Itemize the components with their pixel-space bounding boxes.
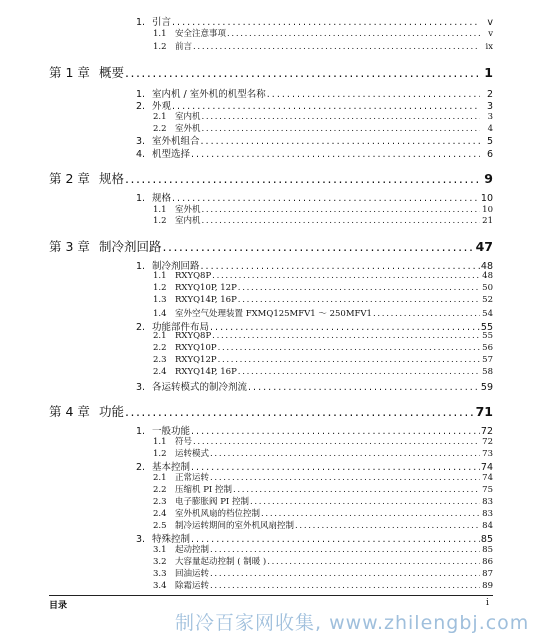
toc-entry-page: 9 xyxy=(484,171,493,186)
toc-entry-number: 1.2 xyxy=(153,449,167,459)
toc-entry-page: 55 xyxy=(482,331,493,341)
toc-entry-number: 1. xyxy=(136,261,146,272)
toc-leader-dots xyxy=(210,449,480,459)
toc-entry-title: 功能部件布局 xyxy=(152,322,210,333)
toc-chapter-entry[interactable] xyxy=(49,237,493,255)
toc-entry-number: 2.2 xyxy=(153,124,167,134)
toc-subsection-entry[interactable] xyxy=(153,567,493,579)
toc-section-entry[interactable] xyxy=(136,190,493,204)
toc-entry-page: 3 xyxy=(486,101,493,112)
toc-entry-title: 回油运转 xyxy=(175,569,210,579)
toc-entry-title: 运转模式 xyxy=(175,449,210,459)
toc-leader-dots xyxy=(212,331,480,341)
footer-page-number: i xyxy=(486,598,489,608)
toc-entry-number: 1. xyxy=(136,89,146,100)
toc-entry-page: v xyxy=(487,17,493,28)
toc-entry-number: 3. xyxy=(136,534,146,545)
toc-entry-title: 概要 xyxy=(99,65,125,80)
toc-leader-dots xyxy=(163,239,475,254)
watermark: 制冷百家网收集, www.zhilengbj.com xyxy=(175,612,530,634)
toc-entry-number: 1.3 xyxy=(153,295,167,305)
toc-leader-dots xyxy=(125,65,480,80)
toc-entry-page: 54 xyxy=(482,309,493,319)
toc-entry-number: 2.1 xyxy=(153,331,167,341)
toc-entry-number: 第 1 章 xyxy=(49,65,90,80)
toc-entry-page: ix xyxy=(485,42,493,52)
toc-subsection-entry[interactable] xyxy=(153,367,493,377)
toc-entry-number: 2.4 xyxy=(153,509,167,519)
toc-leader-dots xyxy=(202,112,480,122)
toc-entry-number: 2.3 xyxy=(153,355,167,365)
toc-entry-title: 制冷剂回路 xyxy=(99,239,162,254)
toc-subsection-entry[interactable] xyxy=(153,519,493,531)
toc-entry-page: 71 xyxy=(475,404,493,419)
toc-entry-page: 55 xyxy=(480,322,493,333)
toc-leader-dots xyxy=(295,521,480,531)
toc-subsection-entry[interactable] xyxy=(153,271,493,281)
toc-entry-page: 59 xyxy=(480,382,493,393)
toc-section-entry[interactable] xyxy=(136,258,493,272)
toc-entry-number: 3.2 xyxy=(153,557,167,567)
toc-subsection-entry[interactable] xyxy=(153,543,493,555)
toc-entry-page: 75 xyxy=(482,485,493,495)
toc-entry-title: 正常运转 xyxy=(175,473,210,483)
toc-subsection-entry[interactable] xyxy=(153,355,493,365)
toc-subsection-entry[interactable] xyxy=(153,507,493,519)
toc-entry-page: 58 xyxy=(482,367,493,377)
toc-entry-title: 室内机 xyxy=(175,216,201,226)
toc-entry-number: 1.1 xyxy=(153,29,167,39)
toc-entry-page: 56 xyxy=(482,343,493,353)
toc-entry-page: 74 xyxy=(480,462,493,473)
toc-entry-page: 4 xyxy=(487,124,493,134)
toc-subsection-entry[interactable] xyxy=(153,483,493,495)
toc-leader-dots xyxy=(373,309,480,319)
toc-entry-page: 21 xyxy=(482,216,493,226)
toc-entry-title: 除霜运转 xyxy=(175,581,210,591)
toc-entry-page: 87 xyxy=(482,569,493,579)
toc-entry-page: 73 xyxy=(482,449,493,459)
toc-leader-dots xyxy=(191,149,480,160)
toc-entry-title: 起动控制 xyxy=(175,545,210,555)
toc-subsection-entry[interactable] xyxy=(153,27,493,39)
toc-leader-dots xyxy=(233,485,480,495)
toc-entry-number: 2. xyxy=(136,101,146,112)
toc-leader-dots xyxy=(212,271,480,281)
toc-entry-number: 2. xyxy=(136,322,146,333)
toc-leader-dots xyxy=(218,343,480,353)
toc-entry-page: 86 xyxy=(482,557,493,567)
toc-entry-number: 3.4 xyxy=(153,581,167,591)
toc-subsection-entry[interactable] xyxy=(153,307,493,319)
toc-subsection-entry[interactable] xyxy=(153,343,493,353)
toc-leader-dots xyxy=(210,581,480,591)
toc-entry-number: 1.4 xyxy=(153,309,167,319)
toc-entry-title: 引言 xyxy=(152,17,172,28)
toc-entry-title: 电子膨胀阀 PI 控制 xyxy=(175,497,249,507)
toc-entry-number: 3.1 xyxy=(153,545,167,555)
toc-leader-dots xyxy=(210,473,480,483)
toc-entry-number: 2. xyxy=(136,462,146,473)
toc-entry-number: 1. xyxy=(136,426,146,437)
toc-entry-title: RXYQ10P, 12P xyxy=(175,283,237,293)
toc-entry-page: 85 xyxy=(482,545,493,555)
toc-entry-page: 72 xyxy=(480,426,493,437)
toc-section-entry[interactable] xyxy=(136,14,493,28)
toc-entry-number: 2.1 xyxy=(153,112,167,122)
toc-entry-title: 安全注意事项 xyxy=(175,29,227,39)
toc-entry-number: 2.3 xyxy=(153,497,167,507)
toc-entry-number: 3. xyxy=(136,136,146,147)
toc-entry-title: RXYQ12P xyxy=(175,355,217,365)
toc-chapter-entry[interactable] xyxy=(49,402,493,420)
toc-entry-page: 89 xyxy=(482,581,493,591)
toc-entry-number: 3. xyxy=(136,382,146,393)
toc-entry-page: 85 xyxy=(480,534,493,545)
toc-subsection-entry[interactable] xyxy=(153,579,493,591)
toc-entry-title: 室外机 xyxy=(175,205,201,215)
toc-entry-page: 83 xyxy=(482,497,493,507)
toc-section-entry[interactable] xyxy=(136,146,493,160)
toc-entry-number: 2.5 xyxy=(153,521,167,531)
toc-entry-title: RXYQ14P, 16P xyxy=(175,295,237,305)
toc-entry-title: 机型选择 xyxy=(152,149,191,160)
toc-entry-number: 2.2 xyxy=(153,485,167,495)
toc-subsection-entry[interactable] xyxy=(153,283,493,293)
toc-entry-page: 72 xyxy=(482,437,493,447)
toc-entry-number: 1.1 xyxy=(153,437,167,447)
toc-entry-number: 2.1 xyxy=(153,473,167,483)
toc-entry-number: 2.4 xyxy=(153,367,167,377)
toc-leader-dots xyxy=(125,404,475,419)
toc-leader-dots xyxy=(227,29,480,39)
toc-section-entry[interactable] xyxy=(136,133,493,147)
toc-entry-title: 功能 xyxy=(99,404,125,419)
toc-leader-dots xyxy=(210,569,480,579)
toc-subsection-entry[interactable] xyxy=(153,214,493,226)
toc-entry-number: 1.1 xyxy=(153,205,167,215)
toc-entry-title: 一般功能 xyxy=(152,426,191,437)
toc-entry-number: 1.1 xyxy=(153,271,167,281)
toc-leader-dots xyxy=(125,171,480,186)
toc-entry-number: 1. xyxy=(136,193,146,204)
toc-entry-title: 制冷运转期间的室外机风扇控制 xyxy=(175,521,295,531)
toc-entry-title: 大容量起动控制 ( 制暖 ) xyxy=(175,557,267,567)
toc-leader-dots xyxy=(238,283,480,293)
toc-entry-number: 2.2 xyxy=(153,343,167,353)
toc-entry-title: 室外机组合 xyxy=(152,136,200,147)
toc-entry-page: 10 xyxy=(482,205,493,215)
toc-leader-dots xyxy=(267,557,480,567)
toc-entry-number: 3.3 xyxy=(153,569,167,579)
toc-chapter-entry[interactable] xyxy=(49,63,493,81)
footer-divider xyxy=(49,595,493,596)
toc-entry-number: 1.2 xyxy=(153,283,167,293)
toc-entry-page: 47 xyxy=(475,239,493,254)
toc-entry-title: 外观 xyxy=(152,101,172,112)
toc-entry-title: RXYQ10P xyxy=(175,343,217,353)
toc-entry-page: 57 xyxy=(482,355,493,365)
toc-leader-dots xyxy=(193,437,480,447)
toc-subsection-entry[interactable] xyxy=(153,495,493,507)
toc-subsection-entry[interactable] xyxy=(153,471,493,483)
toc-entry-page: 2 xyxy=(486,89,493,100)
toc-entry-title: 基本控制 xyxy=(152,462,191,473)
toc-entry-title: 室内机 xyxy=(175,112,201,122)
toc-chapter-entry[interactable] xyxy=(49,169,493,187)
toc-entry-page: 48 xyxy=(480,261,493,272)
toc-entry-title: 室内机 / 室外机的机型名称 xyxy=(152,89,266,100)
toc-entry-page: 48 xyxy=(482,271,493,281)
toc-entry-page: 50 xyxy=(482,283,493,293)
toc-entry-title: 规格 xyxy=(99,171,125,186)
toc-entry-number: 1.2 xyxy=(153,42,167,52)
toc-entry-page: 5 xyxy=(486,136,493,147)
toc-entry-title: 规格 xyxy=(152,193,172,204)
footer-section-label: 目录 xyxy=(49,601,68,611)
toc-subsection-entry[interactable] xyxy=(153,295,493,305)
toc-entry-number: 1. xyxy=(136,17,146,28)
toc-entry-title: 前言 xyxy=(175,42,193,52)
toc-subsection-entry[interactable] xyxy=(153,110,493,122)
toc-entry-title: 符号 xyxy=(175,437,193,447)
toc-entry-page: v xyxy=(488,29,493,39)
toc-entry-title: 压缩机 PI 控制 xyxy=(175,485,232,495)
toc-leader-dots xyxy=(202,216,480,226)
toc-entry-page: 3 xyxy=(487,112,493,122)
toc-entry-page: 84 xyxy=(482,521,493,531)
toc-entry-title: RXYQ8P xyxy=(175,271,212,281)
toc-subsection-entry[interactable] xyxy=(153,435,493,447)
toc-leader-dots xyxy=(238,295,480,305)
toc-entry-number: 第 3 章 xyxy=(49,239,90,254)
toc-entry-page: 83 xyxy=(482,509,493,519)
toc-subsection-entry[interactable] xyxy=(153,331,493,341)
toc-leader-dots xyxy=(248,382,480,393)
toc-entry-title: 室外机风扇的档位控制 xyxy=(175,509,261,519)
toc-entry-page: 52 xyxy=(482,295,493,305)
toc-entry-title: 室外空气处理装置 FXMQ125MFV1 ～ 250MFV1 xyxy=(175,309,372,319)
toc-subsection-entry[interactable] xyxy=(153,555,493,567)
toc-entry-page: 6 xyxy=(486,149,493,160)
toc-entry-page: 10 xyxy=(480,193,493,204)
toc-entry-title: 各运转模式的制冷剂流 xyxy=(152,382,248,393)
toc-entry-title: RXYQ14P, 16P xyxy=(175,367,237,377)
toc-entry-number: 1.2 xyxy=(153,216,167,226)
toc-entry-title: 特殊控制 xyxy=(152,534,191,545)
toc-entry-page: 74 xyxy=(482,473,493,483)
toc-leader-dots xyxy=(218,355,480,365)
toc-entry-number: 4. xyxy=(136,149,146,160)
toc-leader-dots xyxy=(250,497,480,507)
toc-subsection-entry[interactable] xyxy=(153,447,493,459)
toc-leader-dots xyxy=(238,367,480,377)
toc-section-entry[interactable] xyxy=(136,379,493,393)
toc-subsection-entry[interactable] xyxy=(153,40,493,52)
toc-leader-dots xyxy=(261,509,480,519)
toc-entry-number: 第 4 章 xyxy=(49,404,90,419)
toc-entry-title: RXYQ8P xyxy=(175,331,212,341)
toc-entry-number: 第 2 章 xyxy=(49,171,90,186)
toc-leader-dots xyxy=(193,42,480,52)
toc-leader-dots xyxy=(210,545,480,555)
toc-entry-title: 室外机 xyxy=(175,124,201,134)
toc-entry-page: 1 xyxy=(484,65,493,80)
toc-entry-title: 制冷剂回路 xyxy=(152,261,200,272)
